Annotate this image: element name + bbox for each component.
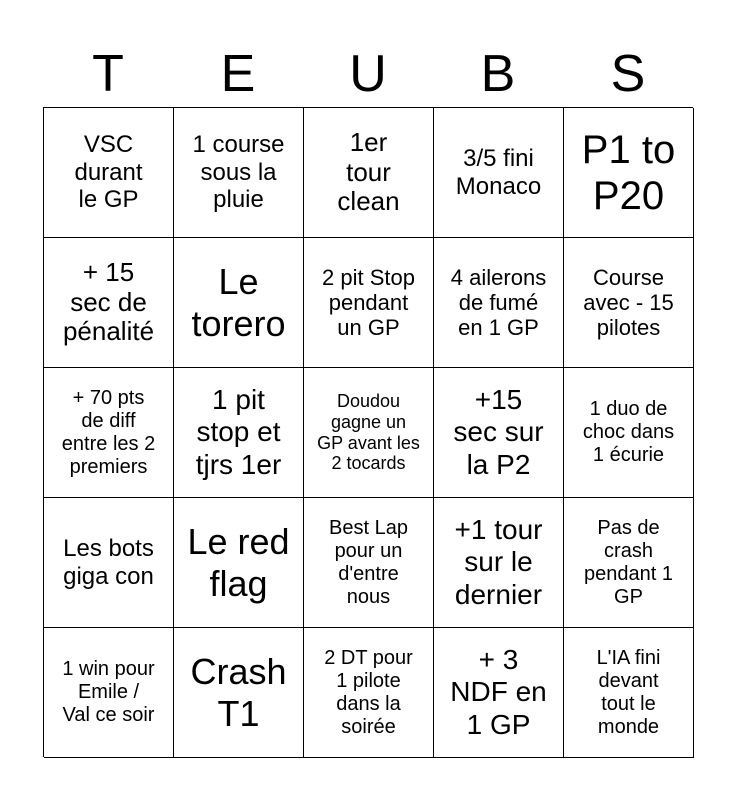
header-letter-2: E bbox=[220, 45, 256, 103]
bingo-cell[interactable]: 1 course sous la pluie bbox=[174, 108, 304, 238]
bingo-cell[interactable]: L'IA fini devant tout le monde bbox=[564, 628, 694, 758]
bingo-cell[interactable]: + 70 pts de diff entre les 2 premiers bbox=[44, 368, 174, 498]
bingo-cell[interactable]: + 3 NDF en 1 GP bbox=[434, 628, 564, 758]
bingo-cell[interactable]: Best Lap pour un d'entre nous bbox=[304, 498, 434, 628]
bingo-header bbox=[43, 40, 693, 108]
bingo-cell[interactable]: +15 sec sur la P2 bbox=[434, 368, 564, 498]
bingo-cell[interactable]: Pas de crash pendant 1 GP bbox=[564, 498, 694, 628]
bingo-cell[interactable]: + 15 sec de pénalité bbox=[44, 238, 174, 368]
bingo-cell[interactable]: 1 pit stop et tjrs 1er bbox=[174, 368, 304, 498]
bingo-cell[interactable]: Doudou gagne un GP avant les 2 tocards bbox=[304, 368, 434, 498]
bingo-cell[interactable]: P1 to P20 bbox=[564, 108, 694, 238]
bingo-cell[interactable]: Crash T1 bbox=[174, 628, 304, 758]
bingo-cell[interactable]: Le red flag bbox=[174, 498, 304, 628]
header-letter-5: S bbox=[610, 45, 646, 103]
bingo-cell[interactable]: 1 win pour Emile / Val ce soir bbox=[44, 628, 174, 758]
header-letter-1: T bbox=[92, 45, 124, 103]
bingo-grid bbox=[43, 107, 693, 757]
bingo-cell[interactable]: +1 tour sur le dernier bbox=[434, 498, 564, 628]
bingo-cell[interactable]: Course avec - 15 pilotes bbox=[564, 238, 694, 368]
bingo-cell[interactable]: 4 ailerons de fumé en 1 GP bbox=[434, 238, 564, 368]
bingo-cell[interactable]: 1 duo de choc dans 1 écurie bbox=[564, 368, 694, 498]
bingo-cell[interactable]: 2 pit Stop pendant un GP bbox=[304, 238, 434, 368]
bingo-cell[interactable]: Les bots giga con bbox=[44, 498, 174, 628]
bingo-cell[interactable]: 1er tour clean bbox=[304, 108, 434, 238]
header-letter-4: B bbox=[480, 45, 516, 103]
bingo-cell[interactable]: Le torero bbox=[174, 238, 304, 368]
header-letter-3: U bbox=[349, 45, 387, 103]
bingo-cell[interactable]: VSC durant le GP bbox=[44, 108, 174, 238]
bingo-cell[interactable]: 2 DT pour 1 pilote dans la soirée bbox=[304, 628, 434, 758]
bingo-cell[interactable]: 3/5 fini Monaco bbox=[434, 108, 564, 238]
